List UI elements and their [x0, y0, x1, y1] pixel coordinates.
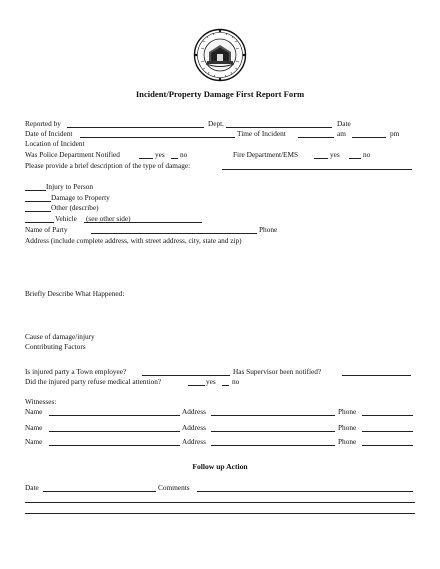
- police-no-field[interactable]: [171, 158, 178, 159]
- refuse-no-label: no: [232, 377, 240, 386]
- witness-2-name-label: Name: [25, 423, 43, 432]
- damage-property-check-field[interactable]: [25, 201, 51, 202]
- follow-up-date-label: Date: [25, 483, 39, 492]
- name-of-party-field[interactable]: [91, 233, 257, 234]
- dept-field[interactable]: [226, 127, 332, 128]
- reported-by-label: Reported by: [25, 119, 61, 128]
- refuse-no-field[interactable]: [222, 385, 229, 386]
- vehicle-check-field[interactable]: [25, 222, 54, 223]
- time-of-incident-label: Time of Incident: [237, 129, 286, 138]
- dept-label: Dept.: [208, 119, 225, 128]
- fire-yes-label: yes: [330, 150, 340, 159]
- see-other-side-label: (see other side): [86, 214, 131, 223]
- fire-no-label: no: [363, 150, 371, 159]
- vehicle-field[interactable]: [84, 222, 202, 223]
- pm-label: pm: [390, 129, 400, 138]
- date-label: Date: [337, 119, 351, 128]
- refuse-yes-field[interactable]: [188, 385, 205, 386]
- witness-1-name-field[interactable]: [49, 415, 180, 416]
- other-check-field[interactable]: [25, 211, 51, 212]
- witness-2-phone-field[interactable]: [362, 431, 413, 432]
- contributing-factors-label: Contributing Factors: [25, 342, 86, 351]
- police-yes-label: yes: [155, 150, 165, 159]
- time-pm-field[interactable]: [352, 137, 386, 138]
- damage-description-field[interactable]: [222, 169, 412, 170]
- supervisor-label: Has Supervisor been notified?: [233, 367, 322, 376]
- name-of-party-label: Name of Party: [25, 225, 68, 234]
- fire-yes-field[interactable]: [314, 158, 328, 159]
- witness-1-address-field[interactable]: [211, 415, 335, 416]
- witness-3-phone-field[interactable]: [362, 445, 413, 446]
- location-label: Location of Incident: [25, 139, 85, 148]
- refuse-medical-label: Did the injured party refuse medical attention?: [25, 377, 162, 386]
- form-title: Incident/Property Damage First Report Form: [135, 89, 305, 99]
- witness-2-address-field[interactable]: [211, 431, 335, 432]
- witness-3-name-label: Name: [25, 437, 43, 446]
- other-label: Other (describe): [51, 203, 99, 212]
- cause-label: Cause of damage/injury: [25, 332, 95, 341]
- damage-description-label: Please provide a brief description of the type of damage:: [25, 161, 191, 170]
- witness-3-address-field[interactable]: [211, 445, 335, 446]
- witness-2-phone-label: Phone: [338, 423, 357, 432]
- follow-up-heading: Follow up Action: [192, 462, 248, 471]
- address-instruction-label: Address (include complete address, with street address, city, state and zip): [25, 236, 242, 245]
- injury-check-field[interactable]: [25, 190, 46, 191]
- comments-field[interactable]: [197, 491, 413, 492]
- injury-label: Injury to Person: [46, 182, 94, 191]
- town-employee-field[interactable]: [142, 375, 230, 376]
- witness-3-phone-label: Phone: [338, 437, 357, 446]
- supervisor-field[interactable]: [342, 375, 411, 376]
- date-of-incident-field[interactable]: [80, 137, 235, 138]
- witness-3-name-field[interactable]: [49, 445, 180, 446]
- date-of-incident-label: Date of Incident: [25, 129, 73, 138]
- police-yes-field[interactable]: [139, 158, 153, 159]
- witness-2-address-label: Address: [182, 423, 206, 432]
- party-phone-label: Phone: [259, 225, 278, 234]
- town-employee-label: Is injured party a Town employee?: [25, 367, 127, 376]
- damage-property-label: Damage to Property: [51, 193, 110, 202]
- witness-1-phone-label: Phone: [338, 407, 357, 416]
- time-am-field[interactable]: [298, 137, 334, 138]
- police-no-label: no: [180, 150, 188, 159]
- witness-3-address-label: Address: [182, 437, 206, 446]
- refuse-yes-label: yes: [206, 377, 216, 386]
- briefly-describe-label: Briefly Describe What Happened:: [25, 289, 125, 298]
- witness-1-phone-field[interactable]: [362, 415, 413, 416]
- witness-1-name-label: Name: [25, 407, 43, 416]
- fire-no-field[interactable]: [349, 158, 361, 159]
- comments-label: Comments: [158, 483, 190, 492]
- witnesses-label: Witnesses:: [25, 397, 57, 406]
- police-notified-label: Was Police Department Notified: [25, 150, 120, 159]
- vehicle-label: Vehicle: [55, 214, 77, 223]
- reported-by-field[interactable]: [67, 127, 204, 128]
- comments-line-3[interactable]: [25, 513, 415, 514]
- town-seal-logo: [193, 28, 247, 82]
- am-label: am: [337, 129, 346, 138]
- comments-line-2[interactable]: [25, 502, 415, 503]
- follow-up-date-field[interactable]: [43, 491, 156, 492]
- witness-2-name-field[interactable]: [49, 431, 180, 432]
- fire-ems-label: Fire Department/EMS: [233, 150, 299, 159]
- witness-1-address-label: Address: [182, 407, 206, 416]
